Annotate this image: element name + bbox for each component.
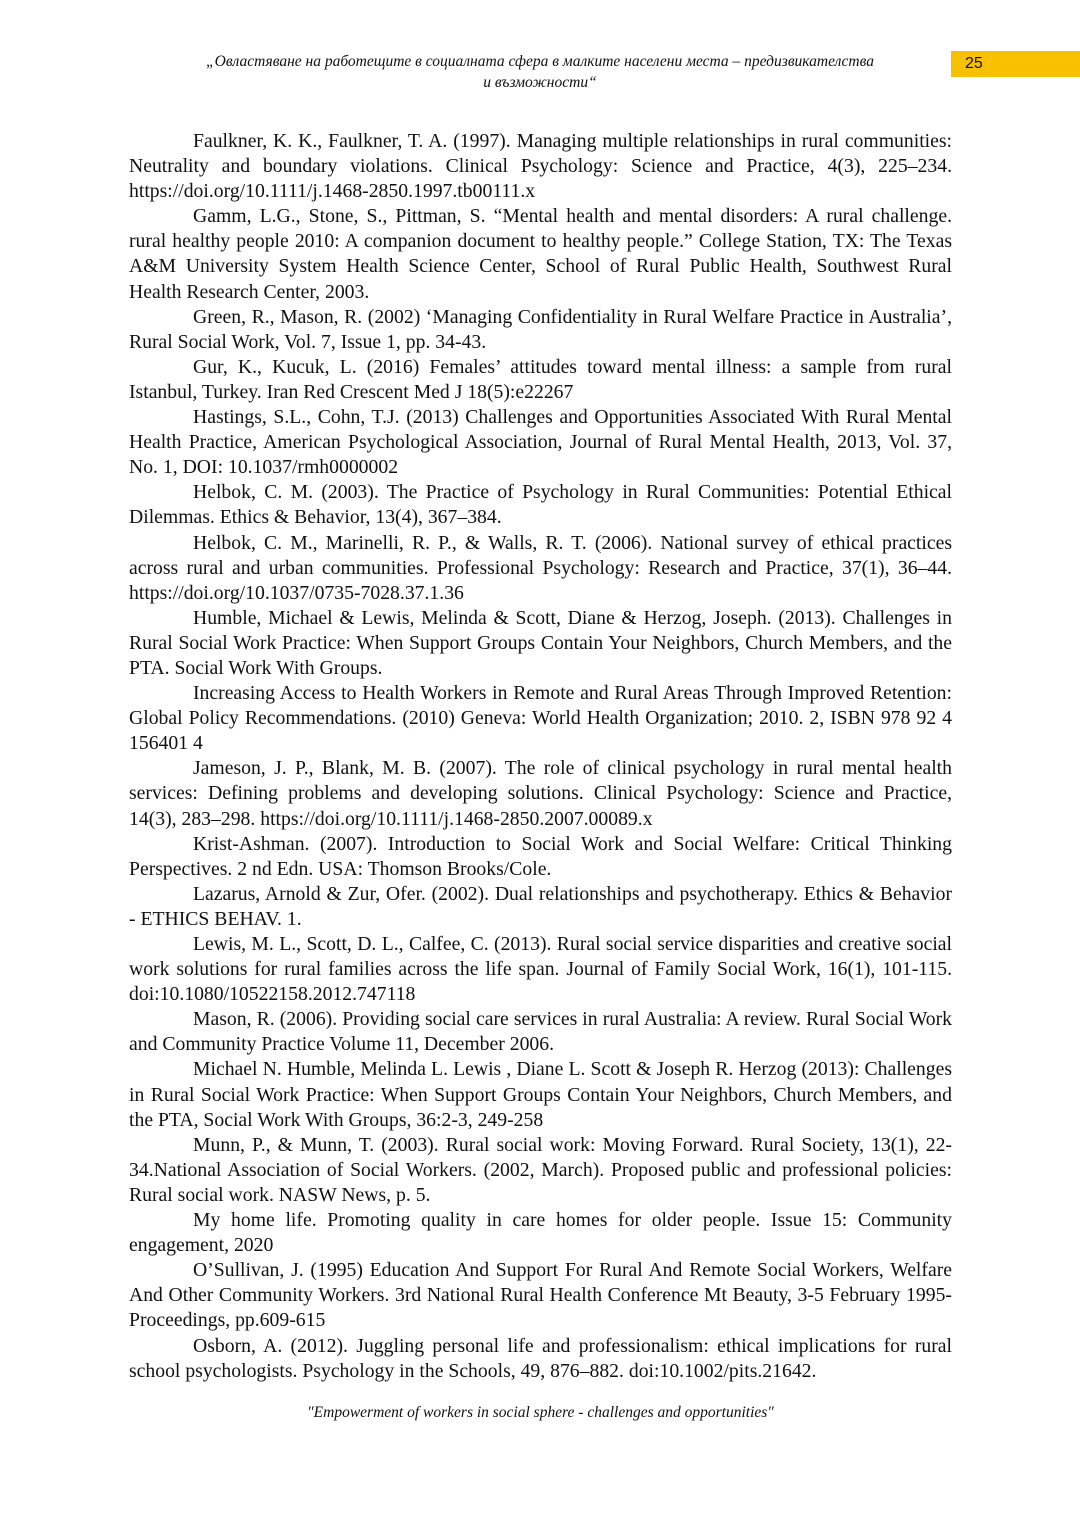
running-header bbox=[140, 51, 940, 93]
reference-entry: Mason, R. (2006). Providing social care services in rural Australia: A review. Rural Social Work and Community Practice Volume 11, December 2006. bbox=[129, 1008, 952, 1056]
reference-entry: Gur, K., Kucuk, L. (2016) Females’ attitudes toward mental illness: a sample from rural Istanbul, Turkey. Iran Red Crescent Med J 18(5):e22267 bbox=[129, 355, 952, 403]
reference-entry: Humble, Michael & Lewis, Melinda & Scott, Diane & Herzog, Joseph. (2013). Challenges in Rural Social Work Practice: When Support Groups Contain Your Neighbors, Church Members, and the PTA. Social Work With Groups. bbox=[129, 606, 952, 679]
running-footer: "Empowerment of workers in social sphere - challenges and opportunities" bbox=[307, 1404, 774, 1421]
header-title-line-2: и възможности“ bbox=[483, 74, 597, 91]
reference-entry: Osborn, A. (2012). Juggling personal life and professionalism: ethical implications for rural school psychologists. Psychology in the Schools, 49, 876–882. doi:10.1002/pits.21642. bbox=[129, 1334, 952, 1382]
reference-entry: My home life. Promoting quality in care homes for older people. Issue 15: Community engagement, 2020 bbox=[129, 1209, 952, 1257]
reference-list bbox=[129, 129, 952, 1384]
reference-entry: Helbok, C. M., Marinelli, R. P., & Walls, R. T. (2006). National survey of ethical practices across rural and urban communities. Professional Psychology: Research and Practice, 37(1), 36–44. https://doi.org/10.1037/0735-7028.37.1.36 bbox=[129, 531, 952, 604]
reference-entry: Hastings, S.L., Cohn, T.J. (2013) Challenges and Opportunities Associated With Rural Mental Health Practice, American Psychological Association, Journal of Rural Mental Health, 2013, Vol. 37, No. 1, DOI: 10.1037/rmh0000002 bbox=[129, 406, 952, 479]
reference-entry: Krist-Ashman. (2007). Introduction to Social Work and Social Welfare: Critical Thinking Perspectives. 2 nd Edn. USA: Thomson Brooks/Cole. bbox=[129, 832, 952, 880]
reference-entry: Helbok, C. M. (2003). The Practice of Psychology in Rural Communities: Potential Ethical Dilemmas. Ethics & Behavior, 13(4), 367–384. bbox=[129, 481, 952, 529]
reference-entry: O’Sullivan, J. (1995) Education And Support For Rural And Remote Social Workers, Welfare And Other Community Workers. 3rd National Rural Health Conference Mt Beauty, 3-5 February 1995-Proceedings, pp.609-615 bbox=[129, 1259, 952, 1332]
reference-entry: Increasing Access to Health Workers in Remote and Rural Areas Through Improved Retention: Global Policy Recommendations. (2010) Geneva: World Health Organization; 2010. 2, ISBN 978 92 4 156401 4 bbox=[129, 682, 952, 755]
reference-entry: Gamm, L.G., Stone, S., Pittman, S. “Mental health and mental disorders: A rural challenge. rural healthy people 2010: A companion document to healthy people.” College Station, TX: The Texas A&M University System Health Science Center, School of Rural Public Health, Southwest Rural Health Research Center, 2003. bbox=[129, 205, 952, 303]
reference-entry: Faulkner, K. K., Faulkner, T. A. (1997). Managing multiple relationships in rural communities: Neutrality and boundary violations. Clinical Psychology: Science and Practice, 4(3), 225–234. https://doi.org/10.1111/j.1468-2850.1997.tb00111.x bbox=[129, 130, 952, 203]
reference-entry: Lazarus, Arnold & Zur, Ofer. (2002). Dual relationships and psychotherapy. Ethics & Behavior - ETHICS BEHAV. 1. bbox=[129, 882, 952, 930]
page-number-badge bbox=[951, 51, 1080, 77]
reference-entry: Michael N. Humble, Melinda L. Lewis , Diane L. Scott & Joseph R. Herzog (2013): Challenges in Rural Social Work Practice: When Support Groups Contain Your Neighbors, Church Members, and the PTA, Social Work With Groups, 36:2-3, 249-258 bbox=[129, 1058, 952, 1131]
reference-entry: Jameson, J. P., Blank, M. B. (2007). The role of clinical psychology in rural mental health services: Defining problems and developing solutions. Clinical Psychology: Science and Practice, 14(3), 283–298. https://doi.org/10.1111/j.1468-2850.2007.00089.x bbox=[129, 757, 952, 830]
reference-entry: Lewis, M. L., Scott, D. L., Calfee, C. (2013). Rural social service disparities and creative social work solutions for rural families across the life span. Journal of Family Social Work, 16(1), 101-115. doi:10.1080/10522158.2012.747118 bbox=[129, 933, 952, 1006]
reference-entry: Green, R., Mason, R. (2002) ‘Managing Confidentiality in Rural Welfare Practice in Australia’, Rural Social Work, Vol. 7, Issue 1, pp. 34-43. bbox=[129, 305, 952, 353]
page-number: 25 bbox=[965, 55, 983, 72]
header-title-line-1: „Овластяване на работещите в социалната сфера в малките населени места – предизвикателства bbox=[206, 53, 874, 70]
reference-entry: Munn, P., & Munn, T. (2003). Rural social work: Moving Forward. Rural Society, 13(1), 22- 34.National Association of Social Workers. (2002, March). Proposed public and professional policies: Rural social work. NASW News, p. 5. bbox=[129, 1133, 952, 1206]
